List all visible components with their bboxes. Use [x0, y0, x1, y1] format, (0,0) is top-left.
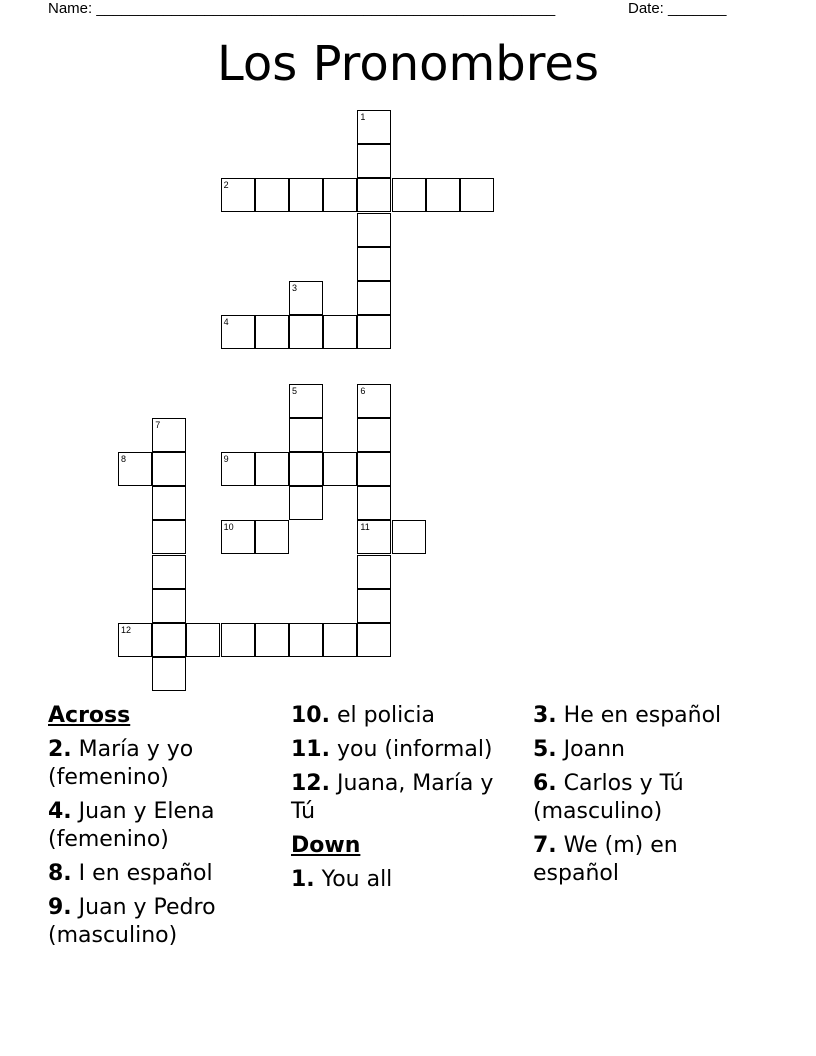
grid-cell: [357, 623, 391, 657]
cell-number-7: 7: [155, 419, 161, 430]
clue-number: 1.: [291, 867, 315, 892]
clue-across-10: [291, 702, 521, 730]
grid-cell: [357, 452, 391, 486]
grid-cell: [357, 281, 391, 315]
grid-cell: [289, 452, 323, 486]
grid-cell: [357, 486, 391, 520]
clue-number: 11.: [291, 737, 330, 762]
cell-number-9: 9: [223, 454, 229, 464]
clue-down-3: [533, 702, 763, 730]
clue-number: 4.: [48, 799, 72, 824]
grid-cell: [323, 315, 357, 349]
grid-cell: [426, 178, 460, 212]
grid-cell: [357, 418, 391, 452]
date-field-label: Date: _______: [628, 0, 727, 17]
clue-number: 6.: [533, 771, 557, 796]
grid-cell: [323, 452, 357, 486]
grid-cell: [255, 178, 289, 212]
cell-number-2: 2: [223, 180, 229, 191]
clue-text: Joann: [563, 737, 625, 762]
clue-across-8: [48, 860, 278, 888]
clue-text: María y yo (femenino): [48, 737, 194, 790]
clue-text: Juan y Pedro (masculino): [48, 895, 216, 948]
clue-text: you (informal): [336, 737, 493, 762]
clue-number: 8.: [48, 861, 72, 886]
clue-down-1: [291, 866, 521, 894]
grid-cell: [289, 623, 323, 657]
cell-number-8: 8: [121, 454, 127, 464]
clue-text: You all: [321, 867, 393, 892]
name-field-label: Name: _______________________________________________________: [48, 0, 556, 17]
grid-cell: [357, 178, 391, 212]
clue-down-5: [533, 736, 763, 764]
clue-text: I en español: [78, 861, 213, 886]
clue-number: 2.: [48, 737, 72, 762]
grid-cell: [152, 486, 186, 520]
cell-number-1: 1: [360, 112, 366, 122]
clue-number: 9.: [48, 895, 72, 920]
cell-number-3: 3: [292, 283, 298, 293]
cell-number-6: 6: [360, 385, 366, 396]
clue-across-12: [291, 770, 521, 826]
clue-across-2: [48, 736, 278, 792]
grid-cell: [357, 247, 391, 281]
clue-text: Juana, María y Tú: [291, 771, 494, 824]
grid-cell: [357, 144, 391, 178]
clue-number: 5.: [533, 737, 557, 762]
grid-cell: [255, 520, 289, 554]
grid-cell: [152, 623, 186, 657]
grid-cell: [255, 315, 289, 349]
clue-number: 10.: [291, 703, 330, 728]
clue-down-7: [533, 832, 763, 888]
grid-cell: [323, 178, 357, 212]
grid-cell: [392, 520, 426, 554]
grid-cell: [152, 589, 186, 623]
grid-cell: [460, 178, 494, 212]
clue-text: el policia: [336, 703, 435, 728]
clue-across-4: [48, 798, 278, 854]
cell-number-10: 10: [223, 522, 234, 533]
grid-cell: [152, 520, 186, 554]
grid-cell: [289, 418, 323, 452]
grid-cell: [221, 623, 255, 657]
grid-cell: [289, 315, 323, 349]
clue-number: 7.: [533, 833, 557, 858]
grid-cell: [289, 486, 323, 520]
grid-cell: [152, 452, 186, 486]
clues-column-1: [48, 702, 278, 956]
clues-column-2: [291, 702, 521, 900]
clue-text: We (m) en español: [533, 833, 678, 886]
grid-cell: [357, 555, 391, 589]
grid-cell: [357, 315, 391, 349]
grid-cell: [357, 589, 391, 623]
clue-down-6: [533, 770, 763, 826]
down-heading: Down: [291, 833, 361, 858]
grid-cell: [152, 657, 186, 691]
cell-number-4: 4: [223, 317, 229, 328]
cell-number-11: 11: [360, 522, 370, 533]
clue-across-9: [48, 894, 278, 950]
cell-number-5: 5: [292, 385, 298, 396]
page-title: Los Pronombres: [217, 36, 599, 92]
clue-text: He en español: [563, 703, 722, 728]
clues-column-3: [533, 702, 763, 894]
grid-cell: [255, 623, 289, 657]
across-heading: Across: [48, 703, 131, 728]
clue-text: Carlos y Tú (masculino): [533, 771, 684, 824]
clue-across-11: [291, 736, 521, 764]
grid-cell: [152, 555, 186, 589]
grid-cell: [255, 452, 289, 486]
cell-number-12: 12: [121, 625, 132, 635]
clue-number: 12.: [291, 771, 330, 796]
clue-number: 3.: [533, 703, 557, 728]
grid-cell: [186, 623, 220, 657]
grid-cell: [392, 178, 426, 212]
clue-text: Juan y Elena (femenino): [48, 799, 215, 852]
grid-cell: [289, 178, 323, 212]
grid-cell: [357, 213, 391, 247]
grid-cell: [323, 623, 357, 657]
